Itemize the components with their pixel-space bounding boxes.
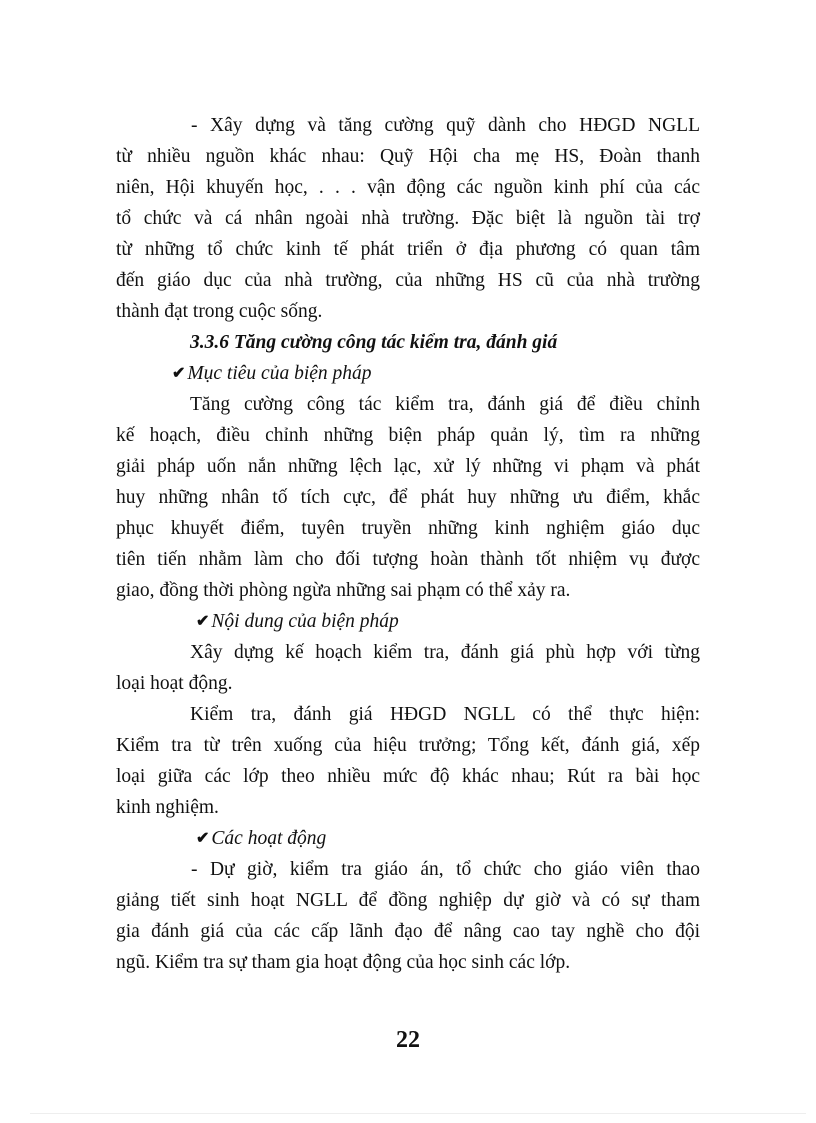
- paragraph-line: huy những nhân tố tích cực, để phát huy những ưu điểm, khắc: [116, 487, 700, 508]
- paragraph-line: tổ chức và cá nhân ngoài nhà trường. Đặc biệt là nguồn tài trợ: [116, 208, 700, 229]
- paragraph-line: đến giáo dục của nhà trường, của những HS cũ của nhà trường: [116, 270, 700, 291]
- paragraph-line: Xây dựng kế hoạch kiểm tra, đánh giá phù hợp với từng: [190, 642, 700, 663]
- subheading-label: Mục tiêu của biện pháp: [187, 363, 372, 384]
- paragraph-line: giảng tiết sinh hoạt NGLL để đồng nghiệp dự giờ và có sự tham: [116, 890, 700, 911]
- subheading-content: [116, 606, 700, 637]
- subheading-activities: [116, 823, 700, 854]
- page-number: 22: [396, 1027, 420, 1053]
- checkmark-icon: ✔: [172, 365, 186, 382]
- paragraph-line: niên, Hội khuyến học, . . . vận động các nguồn kinh phí của các: [116, 177, 700, 198]
- paragraph-line: - Xây dựng và tăng cường quỹ dành cho HĐGD NGLL: [191, 115, 700, 136]
- paragraph-line: loại giữa các lớp theo nhiều mức độ khác nhau; Rút ra bài học: [116, 766, 700, 787]
- paragraph-line: gia đánh giá của các cấp lãnh đạo để nâng cao tay nghề cho đội: [116, 921, 700, 942]
- subheading-objective: [116, 358, 700, 389]
- paragraph-line: - Dự giờ, kiểm tra giáo án, tổ chức cho giáo viên thao: [191, 859, 700, 880]
- page-bottom-edge: [30, 1113, 806, 1114]
- paragraph-line: kế hoạch, điều chỉnh những biện pháp quản lý, tìm ra những: [116, 425, 700, 446]
- paragraph-line: ngũ. Kiểm tra sự tham gia hoạt động của học sinh các lớp.: [116, 952, 571, 973]
- paragraph-line: kinh nghiệm.: [116, 797, 219, 818]
- subheading-label: Nội dung của biện pháp: [211, 611, 399, 632]
- subheading-label: Các hoạt động: [211, 828, 327, 849]
- section-heading: 3.3.6 Tăng cường công tác kiểm tra, đánh giá: [190, 332, 558, 353]
- paragraph-line: tiên tiến nhằm làm cho đối tượng hoàn thành tốt nhiệm vụ được: [116, 549, 700, 570]
- paragraph-line: từ nhiều nguồn khác nhau: Quỹ Hội cha mẹ HS, Đoàn thanh: [116, 146, 700, 167]
- paragraph-line: từ những tổ chức kinh tế phát triển ở địa phương có quan tâm: [116, 239, 700, 260]
- checkmark-icon: ✔: [196, 613, 210, 630]
- paragraph-line: Tăng cường công tác kiểm tra, đánh giá để điều chỉnh: [190, 394, 700, 415]
- checkmark-icon: ✔: [196, 830, 210, 847]
- paragraph-line: giải pháp uốn nắn những lệch lạc, xử lý những vi phạm và phát: [116, 456, 700, 477]
- paragraph-line: giao, đồng thời phòng ngừa những sai phạm có thể xảy ra.: [116, 580, 571, 601]
- paragraph-line: Kiểm tra từ trên xuống của hiệu trưởng; Tổng kết, đánh giá, xếp: [116, 735, 700, 756]
- paragraph-line: loại hoạt động.: [116, 673, 233, 694]
- paragraph-line: phục khuyết điểm, tuyên truyền những kinh nghiệm giáo dục: [116, 518, 700, 539]
- paragraph-line: thành đạt trong cuộc sống.: [116, 301, 323, 322]
- paragraph-line: Kiểm tra, đánh giá HĐGD NGLL có thể thực hiện:: [190, 704, 700, 725]
